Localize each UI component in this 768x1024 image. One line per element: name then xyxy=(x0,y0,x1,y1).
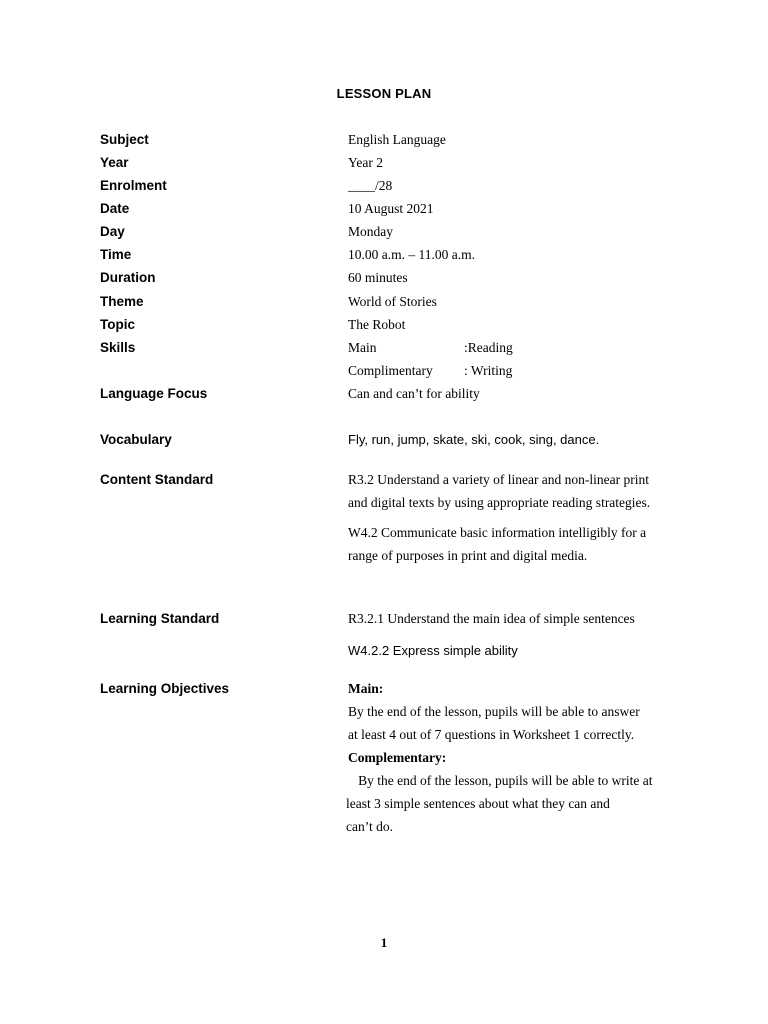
objectives-main-heading: Main: xyxy=(348,681,384,696)
subject-label: Subject xyxy=(100,132,149,147)
content-standard-line: and digital texts by using appropriate reading strategies. xyxy=(348,495,651,510)
skills-main-label: Main xyxy=(348,340,377,355)
objectives-comp-line: least 3 simple sentences about what they can and xyxy=(346,796,610,811)
enrolment-label: Enrolment xyxy=(100,178,167,193)
objectives-comp-line: By the end of the lesson, pupils will be able to write at xyxy=(348,773,653,788)
time-label: Time xyxy=(100,247,132,262)
subject-value: English Language xyxy=(348,132,446,147)
vocabulary-label: Vocabulary xyxy=(100,432,172,447)
topic-label: Topic xyxy=(100,317,135,332)
day-label: Day xyxy=(100,224,125,239)
skills-comp-label: Complimentary xyxy=(348,363,433,378)
date-value: 10 August 2021 xyxy=(348,201,434,216)
duration-value: 60 minutes xyxy=(348,270,408,285)
content-standard-line: W4.2 Communicate basic information intelligibly for a xyxy=(348,525,647,540)
skills-main-value: :Reading xyxy=(464,340,513,355)
learning-standard-line: W4.2.2 Express simple ability xyxy=(348,643,518,658)
learning-standard-line: R3.2.1 Understand the main idea of simple sentences xyxy=(348,611,635,626)
content-standard-line: range of purposes in print and digital media. xyxy=(348,548,588,563)
skills-comp-row xyxy=(348,363,512,379)
skills-comp-value: : Writing xyxy=(464,363,513,378)
year-value: Year 2 xyxy=(348,155,384,170)
year-label: Year xyxy=(100,155,129,170)
skills-main-row xyxy=(348,340,513,356)
content-standard-line: R3.2 Understand a variety of linear and non-linear print xyxy=(348,472,650,487)
time-value: 10.00 a.m. – 11.00 a.m. xyxy=(348,247,475,262)
document-title: LESSON PLAN xyxy=(336,86,432,101)
learning-objectives-label: Learning Objectives xyxy=(100,681,230,696)
theme-label: Theme xyxy=(100,294,144,309)
vocabulary-value: Fly, run, jump, skate, ski, cook, sing, dance. xyxy=(348,432,600,447)
content-standard-label: Content Standard xyxy=(100,472,214,487)
duration-label: Duration xyxy=(100,270,156,285)
language-focus-label: Language Focus xyxy=(100,386,208,401)
learning-standard-label: Learning Standard xyxy=(100,611,220,626)
skills-label: Skills xyxy=(100,340,136,355)
day-value: Monday xyxy=(348,224,393,239)
objectives-comp-heading: Complementary: xyxy=(348,750,447,765)
theme-value: World of Stories xyxy=(348,294,437,309)
topic-value: The Robot xyxy=(348,317,406,332)
language-focus-value: Can and can’t for ability xyxy=(348,386,480,401)
objectives-comp-line: can’t do. xyxy=(346,819,393,834)
enrolment-value: ____/28 xyxy=(348,178,393,193)
objectives-main-line: By the end of the lesson, pupils will be able to answer xyxy=(348,704,640,719)
date-label: Date xyxy=(100,201,130,216)
objectives-main-line: at least 4 out of 7 questions in Worksheet 1 correctly. xyxy=(348,727,635,742)
page-number: 1 xyxy=(380,935,388,950)
